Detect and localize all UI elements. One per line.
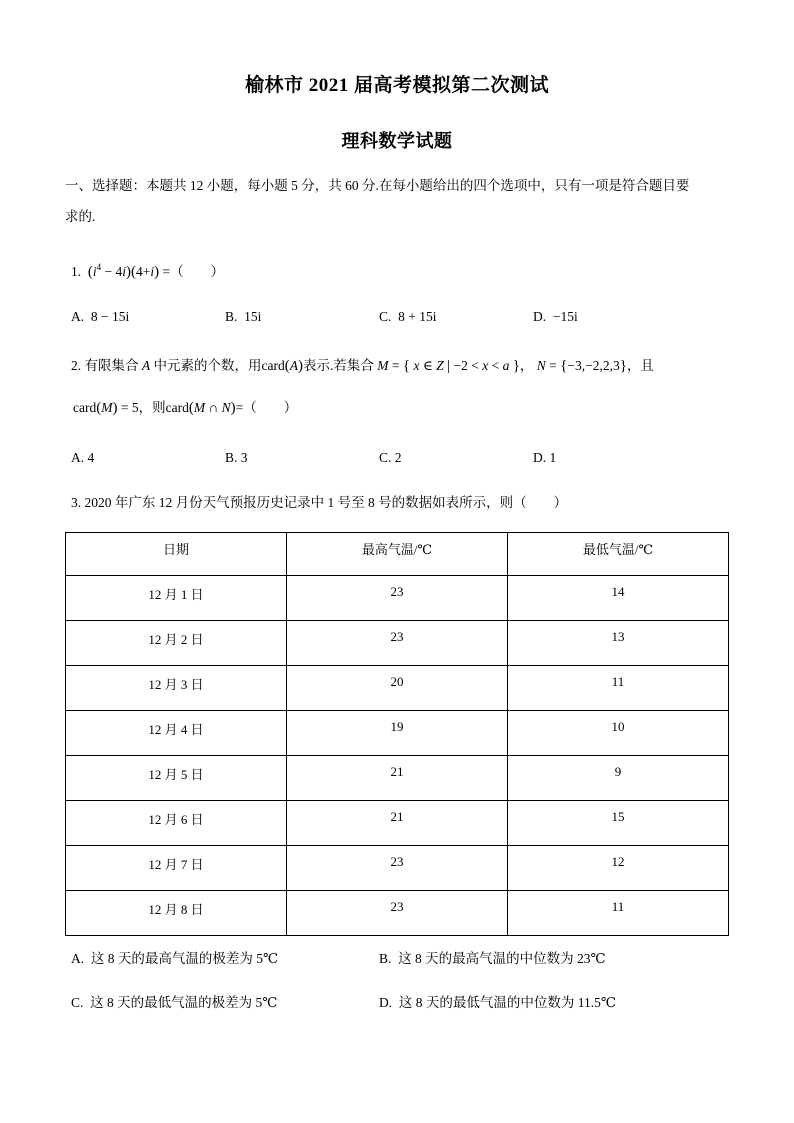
question-3-option-a: A. 这 8 天的最高气温的极差为 5℃: [71, 951, 279, 966]
table-row: [66, 801, 729, 846]
section-instruction-line1: 一、选择题：本题共 12 小题，每小题 5 分，共 60 分.在每小题给出的四个选项中，只有一项是符合题目要: [65, 178, 690, 193]
exam-subtitle: 理科数学试题: [341, 131, 453, 151]
question-2-option-c: C. 2: [379, 450, 402, 465]
table-header-date: 日期: [66, 533, 287, 576]
table-cell: 12 月 6 日: [66, 801, 287, 846]
question-1-option-a: A. 8 − 15i: [71, 309, 130, 324]
table-cell: 11: [508, 666, 729, 711]
question-1-option-b: B. 15i: [225, 309, 262, 324]
table-cell: 23: [287, 891, 508, 936]
question-2-option-b: B. 3: [225, 450, 248, 465]
table-header-row: [66, 533, 729, 576]
exam-title: 榆林市 2021 届高考模拟第二次测试: [244, 75, 549, 96]
table-row: [66, 666, 729, 711]
table-cell: 14: [508, 576, 729, 621]
question-3-option-d: D. 这 8 天的最低气温的中位数为 11.5℃: [379, 995, 616, 1010]
question-2-option-a: A. 4: [71, 450, 95, 465]
table-row: [66, 846, 729, 891]
table-cell: 23: [287, 621, 508, 666]
question-3-option-b: B. 这 8 天的最高气温的中位数为 23℃: [379, 951, 606, 966]
table-cell: 12 月 4 日: [66, 711, 287, 756]
table-cell: 23: [287, 576, 508, 621]
table-header-min-temp: 最低气温/℃: [508, 533, 729, 576]
question-3-stem: 3. 2020 年广东 12 月份天气预报历史记录中 1 号至 8 号的数据如表所示，则（ ）: [71, 495, 568, 510]
question-1-number: 1.: [71, 264, 82, 279]
table-row: [66, 621, 729, 666]
question-3-option-c: C. 这 8 天的最低气温的极差为 5℃: [71, 995, 278, 1010]
table-row: [66, 711, 729, 756]
question-1-tail: =（ ）: [162, 264, 225, 279]
question-1-stem: [71, 257, 224, 282]
table-cell: 10: [508, 711, 729, 756]
table-cell: 12 月 3 日: [66, 666, 287, 711]
table-cell: 12 月 5 日: [66, 756, 287, 801]
table-cell: 12 月 1 日: [66, 576, 287, 621]
table-header-max-temp: 最高气温/℃: [287, 533, 508, 576]
table-cell: 21: [287, 756, 508, 801]
table-cell: 13: [508, 621, 729, 666]
section-instruction-line2: 求的.: [65, 209, 96, 224]
question-1-option-c: C. 8 + 15i: [379, 309, 437, 324]
table-cell: 12 月 7 日: [66, 846, 287, 891]
table-cell: 21: [287, 801, 508, 846]
table-cell: 12: [508, 846, 729, 891]
weather-table: [65, 532, 729, 936]
table-row: [66, 576, 729, 621]
table-cell: 11: [508, 891, 729, 936]
question-2-stem-line1: 2. 有限集合 A 中元素的个数，用card(A)表示.若集合 M = { x ∈ Z | −2 < x < a }， N = {−3,−2,2,3}，且: [71, 358, 654, 374]
question-2-option-d: D. 1: [533, 450, 557, 465]
question-2-stem-line2: card(M) = 5，则card(M ∩ N)=（ ）: [73, 400, 298, 416]
table-cell: 20: [287, 666, 508, 711]
table-cell: 12 月 2 日: [66, 621, 287, 666]
table-row: [66, 891, 729, 936]
table-cell: 15: [508, 801, 729, 846]
table-cell: 19: [287, 711, 508, 756]
table-cell: 9: [508, 756, 729, 801]
table-cell: 23: [287, 846, 508, 891]
table-row: [66, 756, 729, 801]
table-cell: 12 月 8 日: [66, 891, 287, 936]
question-1-option-d: D. −15i: [533, 309, 578, 324]
question-1-expression: $(i^4 - 4i)(4+i)$: [87, 262, 160, 280]
